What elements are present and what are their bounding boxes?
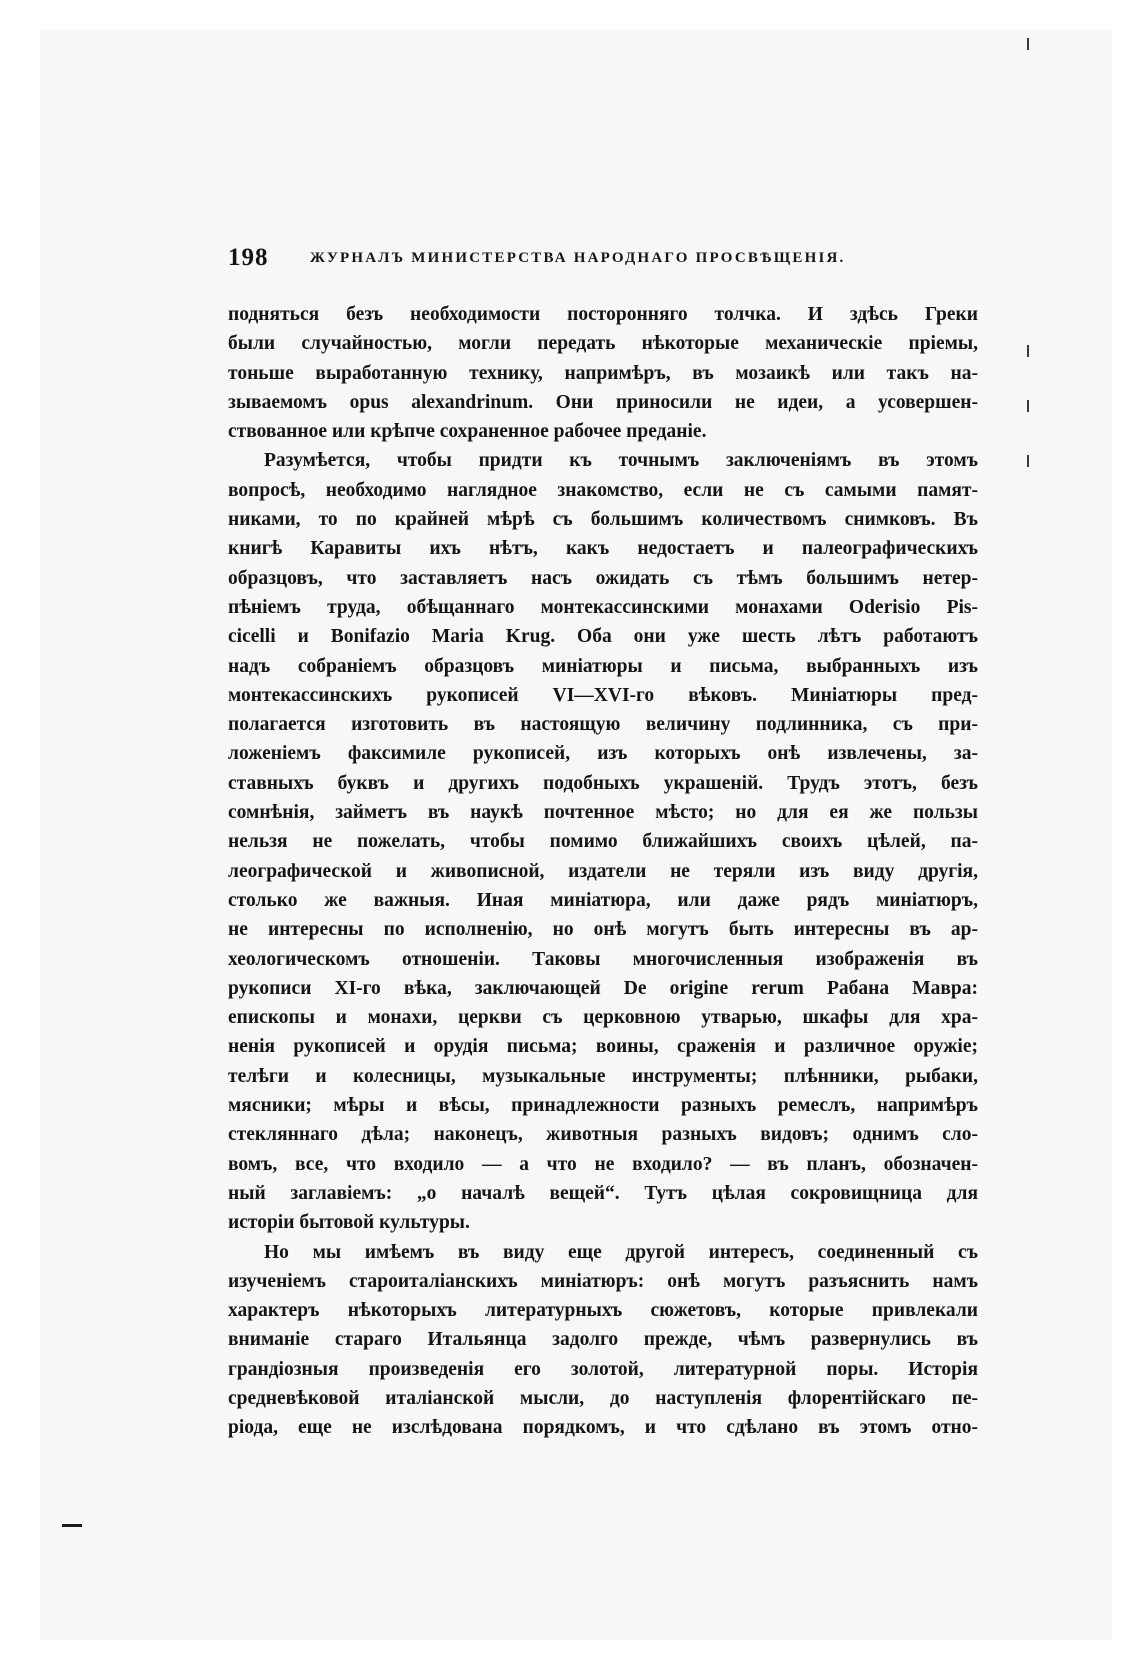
- text-line: образцовъ, что заставляетъ насъ ожидать съ тѣмъ большимъ нетер-: [228, 567, 978, 589]
- text-line: тоньше выработанную технику, напримѣръ, въ мозаикѣ или такъ на-: [228, 362, 978, 384]
- text-line: зываемомъ opus alexandrinum. Они приносили не идеи, а усовершен-: [228, 391, 978, 413]
- text-line: ложеніемъ факсимиле рукописей, изъ которыхъ онѣ извлечены, за-: [228, 743, 978, 765]
- text-line: епископы и монахи, церкви съ церковною утварью, шкафы для хра-: [228, 1007, 978, 1029]
- text-line: ставныхъ буквъ и другихъ подобныхъ украшеній. Трудъ этотъ, безъ: [228, 772, 978, 794]
- text-line: cicelli и Bonifazio Maria Krug. Оба они уже шесть лѣтъ работаютъ: [228, 626, 978, 648]
- text-line: ный заглавіемъ: „о началѣ вещей“. Тутъ цѣлая сокровищница для: [228, 1182, 978, 1204]
- text-line: не интересны по исполненію, но онѣ могутъ быть интересны въ ар-: [228, 919, 978, 941]
- margin-mark: [1027, 38, 1029, 50]
- page-header: [228, 244, 978, 278]
- body-text: [228, 300, 978, 1443]
- text-line: были случайностью, могли передать нѣкоторые механическіе пріемы,: [228, 333, 978, 355]
- text-line: вомъ, все, что входило — а что не входило? — въ планъ, обозначен-: [228, 1153, 978, 1175]
- text-line: исторіи бытовой культуры.: [228, 1212, 470, 1234]
- margin-mark: [1027, 400, 1029, 412]
- margin-dash: [62, 1524, 82, 1527]
- text-line: вопросѣ, необходимо наглядное знакомство, если не съ самыми памят-: [228, 479, 978, 501]
- text-line: ріода, еще не изслѣдована порядкомъ, и что сдѣлано въ этомъ отно-: [228, 1417, 978, 1439]
- text-line: стекляннаго дѣла; наконецъ, животныя разныхъ видовъ; однимъ сло-: [228, 1124, 978, 1146]
- text-line: пѣніемъ труда, обѣщаннаго монтекассинскими монахами Oderisio Pis-: [228, 596, 978, 618]
- margin-mark: [1027, 345, 1029, 357]
- text-line: средневѣковой италіанской мысли, до наступленія флорентійскаго пе-: [228, 1387, 978, 1409]
- page-number: 198: [228, 244, 269, 271]
- running-title: ЖУРНАЛЪ МИНИСТЕРСТВА НАРОДНАГО ПРОСВѢЩЕНІЯ.: [310, 250, 846, 266]
- text-line: подняться безъ необходимости посторонняго толчка. И здѣсь Греки: [228, 304, 978, 325]
- text-line: вниманіе стараго Итальянца задолго прежде, чѣмъ развернулись въ: [228, 1329, 978, 1351]
- text-line: столько же важныя. Иная миніатюра, или даже рядъ миніатюръ,: [228, 889, 978, 911]
- text-line: сомнѣнія, займетъ въ наукѣ почтенное мѣсто; но для ея же пользы: [228, 802, 978, 824]
- text-line: телѣги и колесницы, музыкальные инструменты; плѣнники, рыбаки,: [228, 1065, 978, 1087]
- margin-mark: [1027, 455, 1029, 467]
- text-line: грандіозныя произведенія его золотой, литературной поры. Исторія: [228, 1358, 978, 1380]
- text-line: мясники; мѣры и вѣсы, принадлежности разныхъ ремеслъ, напримѣръ: [228, 1095, 978, 1117]
- text-line: ствованное или крѣпче сохраненное рабочее преданіе.: [228, 421, 707, 443]
- text-line: книгѣ Каравиты ихъ нѣтъ, какъ недостаетъ и палеографическихъ: [228, 538, 978, 560]
- text-line: рукописи XI-го вѣка, заключающей De origine rerum Рабана Мавра:: [228, 977, 978, 999]
- text-line: изученіемъ староиталіанскихъ миніатюръ: онѣ могутъ разъяснить намъ: [228, 1270, 978, 1292]
- text-line: Разумѣется, чтобы придти къ точнымъ заключеніямъ въ этомъ: [264, 450, 978, 472]
- text-line: никами, то по крайней мѣрѣ съ большимъ количествомъ снимковъ. Въ: [228, 509, 978, 531]
- text-line: монтекассинскихъ рукописей VI—XVI-го вѣковъ. Миніатюры пред-: [228, 684, 978, 706]
- text-line: характеръ нѣкоторыхъ литературныхъ сюжетовъ, которые привлекали: [228, 1300, 978, 1322]
- text-line: надъ собраніемъ образцовъ миніатюры и письма, выбранныхъ изъ: [228, 655, 978, 677]
- text-line: ненія рукописей и орудія письма; воины, сраженія и различное оружіе;: [228, 1036, 978, 1058]
- text-line: нельзя не пожелать, чтобы помимо ближайшихъ своихъ цѣлей, па-: [228, 831, 978, 853]
- text-line: полагается изготовить въ настоящую величину подлинника, съ при-: [228, 714, 978, 736]
- text-line: Но мы имѣемъ въ виду еще другой интересъ, соединенный съ: [264, 1241, 978, 1263]
- text-line: хеологическомъ отношеніи. Таковы многочисленныя изображенія въ: [228, 948, 978, 970]
- text-line: леографической и живописной, издатели не теряли изъ виду другія,: [228, 860, 978, 882]
